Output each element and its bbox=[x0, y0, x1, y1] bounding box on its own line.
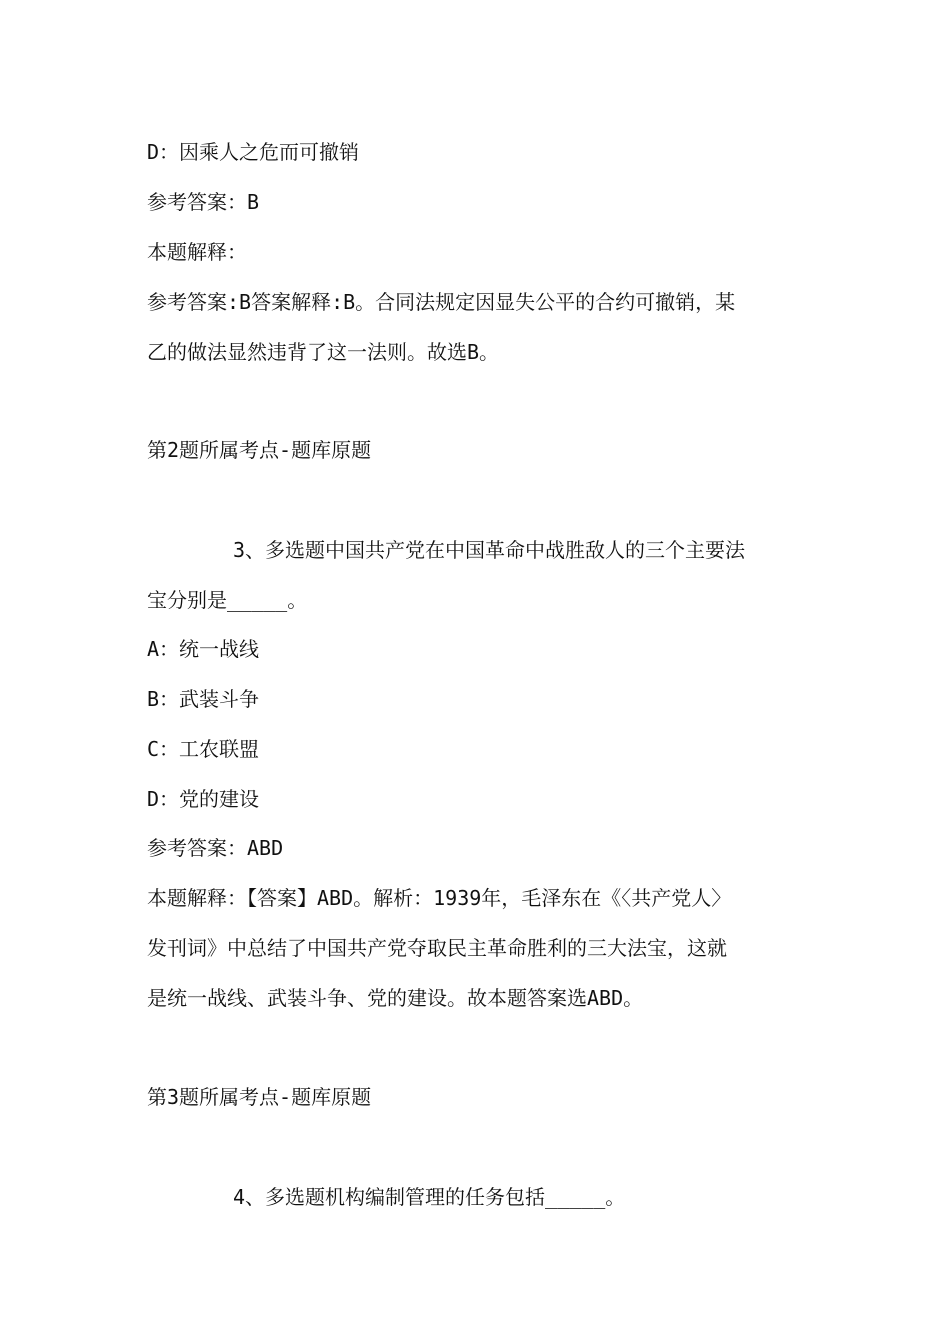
q3-option-c: C：工农联盟 bbox=[147, 737, 260, 761]
q3-option-b: B：武装斗争 bbox=[147, 687, 260, 711]
q3-option-d: D：党的建设 bbox=[147, 787, 260, 811]
q3-option-a: A：统一战线 bbox=[147, 637, 260, 661]
q4-stem-line-1: 4、多选题机构编制管理的任务包括_____。 bbox=[233, 1185, 626, 1209]
q3-explanation-line-1: 本题解释：【答案】ABD。解析：1939年，毛泽东在《〈共产党人〉 bbox=[147, 886, 732, 910]
q3-explanation-line-3: 是统一战线、武装斗争、党的建设。故本题答案选ABD。 bbox=[147, 986, 644, 1010]
q3-explanation-line-2: 发刊词》中总结了中国共产党夺取民主革命胜利的三大法宝，这就 bbox=[147, 936, 727, 960]
q2-option-d: D：因乘人之危而可撤销 bbox=[147, 140, 360, 164]
q3-answer: 参考答案：ABD bbox=[147, 836, 284, 860]
q2-explanation-label: 本题解释： bbox=[147, 240, 247, 264]
q2-explanation-line-2: 乙的做法显然违背了这一法则。故选B。 bbox=[147, 340, 500, 364]
q2-answer: 参考答案：B bbox=[147, 190, 260, 214]
q2-topic: 第2题所属考点-题库原题 bbox=[147, 438, 372, 462]
q3-topic: 第3题所属考点-题库原题 bbox=[147, 1085, 372, 1109]
q2-explanation-line-1: 参考答案:B答案解释:B。合同法规定因显失公平的合约可撤销，某 bbox=[147, 290, 736, 314]
q3-stem-line-2: 宝分别是_____。 bbox=[147, 588, 308, 612]
q3-stem-line-1: 3、多选题中国共产党在中国革命中战胜敌人的三个主要法 bbox=[233, 538, 746, 562]
